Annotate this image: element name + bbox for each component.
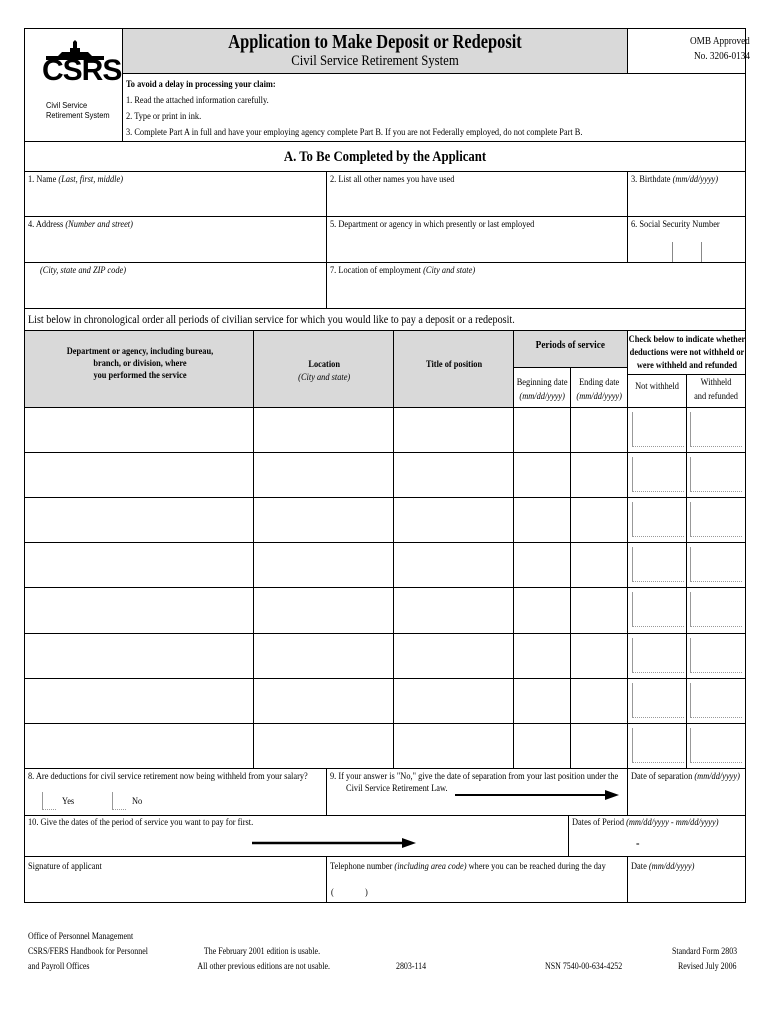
row-location-cell[interactable] bbox=[254, 679, 393, 722]
row-divider bbox=[24, 542, 746, 543]
withheld-refunded-checkbox[interactable] bbox=[690, 638, 742, 673]
row-begin-cell[interactable] bbox=[514, 679, 570, 722]
not-withheld-checkbox[interactable] bbox=[632, 547, 684, 582]
form-title: Application to Make Deposit or Redeposit bbox=[228, 31, 522, 53]
col-withheld-1: Withheld bbox=[700, 378, 732, 388]
logo-caption-2: Retirement System bbox=[46, 110, 110, 120]
col-location: Location bbox=[308, 360, 340, 370]
row-end-cell[interactable] bbox=[571, 498, 627, 541]
row-dept-cell[interactable] bbox=[25, 588, 253, 631]
col-dept-line-2: branch, or division, where bbox=[93, 359, 187, 369]
phone-paren-open: ( bbox=[331, 888, 334, 898]
withheld-refunded-checkbox[interactable] bbox=[690, 547, 742, 582]
col-end-hint: (mm/dd/yyyy) bbox=[576, 392, 622, 402]
col-begin-hint: (mm/dd/yyyy) bbox=[519, 392, 565, 402]
signature-field[interactable] bbox=[25, 874, 326, 901]
row-title-cell[interactable] bbox=[394, 724, 513, 767]
row-title-cell[interactable] bbox=[394, 408, 513, 451]
row-end-cell[interactable] bbox=[571, 543, 627, 586]
birthdate-field[interactable] bbox=[628, 187, 745, 215]
withheld-refunded-checkbox[interactable] bbox=[690, 502, 742, 537]
row-divider bbox=[24, 587, 746, 588]
row-title-cell[interactable] bbox=[394, 634, 513, 677]
row-dept-cell[interactable] bbox=[25, 408, 253, 451]
q10-dash: - bbox=[636, 836, 640, 850]
row-dept-cell[interactable] bbox=[25, 453, 253, 496]
arrow-right-icon bbox=[455, 788, 620, 802]
row-location-cell[interactable] bbox=[254, 588, 393, 631]
col-end: Ending date bbox=[579, 378, 620, 388]
row-divider bbox=[24, 497, 746, 498]
row-dept-cell[interactable] bbox=[25, 498, 253, 541]
footer-handbook: CSRS/FERS Handbook for Personnel bbox=[28, 946, 148, 956]
arrow-right-icon bbox=[252, 836, 417, 850]
q8-no-label: No bbox=[132, 797, 143, 807]
row-end-cell[interactable] bbox=[571, 679, 627, 722]
footer-code: 2803-114 bbox=[396, 961, 427, 971]
row-title-cell[interactable] bbox=[394, 588, 513, 631]
row-end-cell[interactable] bbox=[571, 588, 627, 631]
instruction-1: 1. Read the attached information carefully. bbox=[126, 96, 269, 106]
col-begin: Beginning date bbox=[516, 378, 568, 388]
footer-edition-1: The February 2001 edition is usable. bbox=[203, 946, 321, 956]
telephone-field[interactable] bbox=[327, 874, 627, 901]
withheld-refunded-checkbox[interactable] bbox=[690, 457, 742, 492]
row-title-cell[interactable] bbox=[394, 679, 513, 722]
ssn-field[interactable] bbox=[628, 232, 745, 262]
row-divider bbox=[24, 633, 746, 634]
footer-payroll: and Payroll Offices bbox=[28, 961, 90, 971]
withheld-refunded-checkbox[interactable] bbox=[690, 592, 742, 627]
row-location-cell[interactable] bbox=[254, 408, 393, 451]
footer-opm: Office of Personnel Management bbox=[28, 931, 134, 941]
footer-revised: Revised July 2006 bbox=[678, 961, 737, 971]
row-title-cell[interactable] bbox=[394, 543, 513, 586]
instructions-heading: To avoid a delay in processing your claim: bbox=[126, 80, 276, 90]
withheld-refunded-checkbox[interactable] bbox=[690, 728, 742, 763]
phone-paren-close: ) bbox=[365, 888, 368, 898]
omb-number: No. 3206-0134 bbox=[694, 51, 750, 62]
signature-label: Signature of applicant bbox=[28, 862, 102, 872]
field-department-label: 5. Department or agency in which presently or last employed bbox=[330, 220, 535, 230]
q10-dates-label: Dates of Period (mm/dd/yyyy - mm/dd/yyyy) bbox=[572, 818, 719, 828]
omb-approved: OMB Approved bbox=[690, 36, 750, 47]
q9-label-1: 9. If your answer is "No," give the date of separation from your last position under the bbox=[330, 772, 619, 782]
dates-of-period-field[interactable] bbox=[569, 830, 745, 855]
row-begin-cell[interactable] bbox=[514, 634, 570, 677]
row-begin-cell[interactable] bbox=[514, 588, 570, 631]
row-divider bbox=[24, 723, 746, 724]
row-dept-cell[interactable] bbox=[25, 543, 253, 586]
form-subtitle: Civil Service Retirement System bbox=[291, 53, 459, 69]
col-check-line-2: deductions were not withheld or bbox=[629, 348, 745, 358]
q8-yes-checkbox[interactable] bbox=[42, 792, 56, 810]
section-a-title: A. To Be Completed by the Applicant bbox=[283, 149, 487, 165]
row-title-cell[interactable] bbox=[394, 498, 513, 541]
q8-yes-label: Yes bbox=[62, 797, 75, 807]
row-location-cell[interactable] bbox=[254, 634, 393, 677]
row-dept-cell[interactable] bbox=[25, 679, 253, 722]
field-name-label: 1. Name (Last, first, middle) bbox=[28, 175, 123, 185]
q8-no-checkbox[interactable] bbox=[112, 792, 126, 810]
footer-nsn: NSN 7540-00-634-4252 bbox=[545, 961, 623, 971]
q10-label: 10. Give the dates of the period of service you want to pay for first. bbox=[28, 818, 254, 828]
withheld-refunded-checkbox[interactable] bbox=[690, 683, 742, 718]
row-begin-cell[interactable] bbox=[514, 453, 570, 496]
col-periods: Periods of service bbox=[535, 340, 605, 351]
row-end-cell[interactable] bbox=[571, 724, 627, 767]
row-location-cell[interactable] bbox=[254, 543, 393, 586]
row-location-cell[interactable] bbox=[254, 498, 393, 541]
q9-label-2: Civil Service Retirement Law. bbox=[346, 784, 448, 794]
signature-date-field[interactable] bbox=[628, 874, 745, 901]
field-address-label: 4. Address (Number and street) bbox=[28, 220, 133, 230]
field-ssn-label: 6. Social Security Number bbox=[631, 220, 720, 230]
col-dept-line-1: Department or agency, including bureau, bbox=[66, 347, 214, 357]
instruction-3: 3. Complete Part A in full and have your employing agency complete Part B. If you are not Federally employed, do not complete Part B. bbox=[126, 128, 583, 138]
phone-label: Telephone number (including area code) where you can be reached during the day bbox=[330, 862, 606, 872]
field-location-label: 7. Location of employment (City and state) bbox=[330, 266, 476, 276]
col-check-line-3: were withheld and refunded bbox=[636, 361, 738, 371]
row-begin-cell[interactable] bbox=[514, 724, 570, 767]
not-withheld-checkbox[interactable] bbox=[632, 457, 684, 492]
row-begin-cell[interactable] bbox=[514, 498, 570, 541]
col-check-line-1: Check below to indicate whether bbox=[628, 335, 746, 345]
separation-date-field[interactable] bbox=[628, 784, 745, 814]
field-city-state-label: (City, state and ZIP code) bbox=[40, 266, 126, 276]
not-withheld-checkbox[interactable] bbox=[632, 683, 684, 718]
city-state-zip-field[interactable] bbox=[25, 278, 326, 308]
row-location-cell[interactable] bbox=[254, 453, 393, 496]
q9-date-label: Date of separation (mm/dd/yyyy) bbox=[631, 772, 740, 782]
row-divider bbox=[24, 678, 746, 679]
col-title: Title of position bbox=[426, 360, 483, 370]
instruction-2: 2. Type or print in ink. bbox=[126, 112, 202, 122]
not-withheld-checkbox[interactable] bbox=[632, 728, 684, 763]
row-location-cell[interactable] bbox=[254, 724, 393, 767]
q8-label: 8. Are deductions for civil service retirement now being withheld from your salary? bbox=[28, 772, 308, 782]
row-end-cell[interactable] bbox=[571, 634, 627, 677]
signature-date-label: Date (mm/dd/yyyy) bbox=[631, 862, 695, 872]
col-dept-line-3: you performed the service bbox=[93, 371, 187, 381]
footer-edition-2: All other previous editions are not usable. bbox=[197, 961, 330, 971]
logo-caption-1: Civil Service bbox=[46, 100, 88, 110]
row-title-cell[interactable] bbox=[394, 453, 513, 496]
row-divider bbox=[24, 452, 746, 453]
address-field[interactable] bbox=[25, 232, 326, 260]
col-withheld-2: and refunded bbox=[694, 392, 738, 402]
footer-standard-form: Standard Form 2803 bbox=[672, 946, 738, 956]
location-of-employment-field[interactable] bbox=[327, 278, 745, 308]
col-location-hint: (City and state) bbox=[298, 373, 351, 383]
row-end-cell[interactable] bbox=[571, 453, 627, 496]
not-withheld-checkbox[interactable] bbox=[632, 412, 684, 447]
logo-text: CSRS bbox=[42, 54, 122, 87]
withheld-refunded-checkbox[interactable] bbox=[690, 412, 742, 447]
department-field[interactable] bbox=[327, 232, 627, 260]
field-other-names-label: 2. List all other names you have used bbox=[330, 175, 455, 185]
row-begin-cell[interactable] bbox=[514, 543, 570, 586]
row-end-cell[interactable] bbox=[571, 408, 627, 451]
not-withheld-checkbox[interactable] bbox=[632, 592, 684, 627]
row-dept-cell[interactable] bbox=[25, 724, 253, 767]
other-names-field[interactable] bbox=[327, 187, 627, 215]
name-field[interactable] bbox=[25, 187, 326, 215]
col-not-withheld: Not withheld bbox=[635, 382, 679, 392]
row-begin-cell[interactable] bbox=[514, 408, 570, 451]
not-withheld-checkbox[interactable] bbox=[632, 502, 684, 537]
field-birthdate-label: 3. Birthdate (mm/dd/yyyy) bbox=[631, 175, 719, 185]
csrs-logo bbox=[40, 38, 122, 98]
row-dept-cell[interactable] bbox=[25, 634, 253, 677]
not-withheld-checkbox[interactable] bbox=[632, 638, 684, 673]
service-intro: List below in chronological order all periods of civilian service for which you would like to pay a deposit or a redeposit. bbox=[28, 314, 515, 326]
